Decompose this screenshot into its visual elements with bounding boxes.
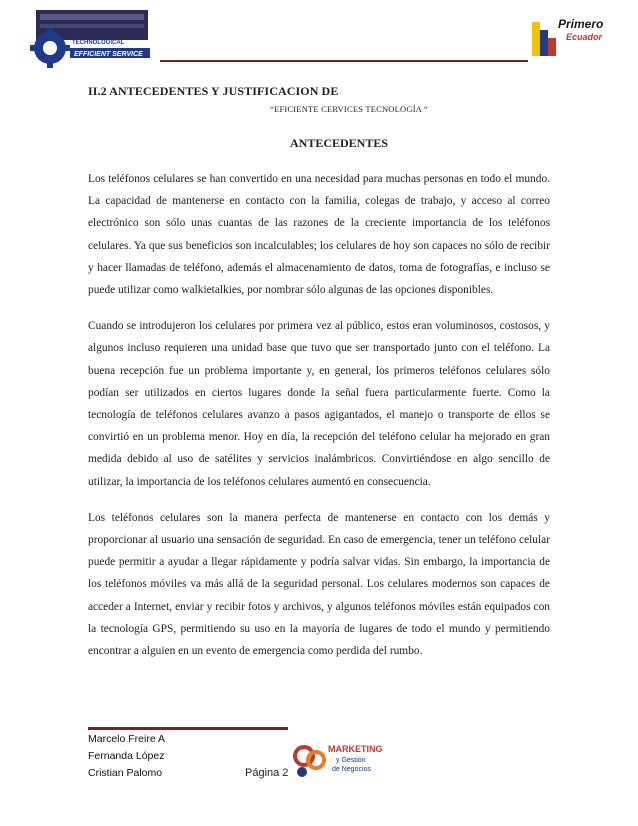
primero-ecuador-logo — [530, 12, 612, 58]
author-1: Marcelo Freire A — [88, 733, 166, 745]
technological-efficient-service-logo — [28, 8, 156, 70]
logo-right-line2: Ecuador — [566, 32, 603, 42]
paragraph-3: Los teléfonos celulares son la manera perfecta de mantenerse en contacto con los demás y proporcionar al usuario una sensación de seguridad. En caso de emergencia, tener un teléfono celular puede permitir a ayudar a llegar rápidamente y podría salvar vidas. Sin embargo, la importancia de los teléfonos móviles va más allá de la seguridad personal. Los celulares modernos son capaces de acceder a Internet, enviar y recibir fotos y archivos, y algunos teléfonos móviles están equipados con la tecnología GPS, permitiendo su uso en la mayoría de lugares de todo el mundo y permitiendo encontrar a alguien en un evento de emergencia como perdida del rumbo. — [88, 511, 550, 658]
logo-left-line2: EFFICIENT SERVICE — [74, 51, 143, 58]
page-number: Página 2 — [245, 767, 289, 779]
logo-right-line1: Primero — [558, 17, 604, 31]
footer-divider — [88, 727, 288, 730]
footer-logo-line1: MARKETING — [328, 744, 383, 754]
document-body — [88, 168, 550, 676]
paragraph-1: Los teléfonos celulares se han convertido en una necesidad para muchas personas en todo el mundo. La capacidad de mantenerse en contacto con la familia, colegas de trabajo, y acceso al correo electrónico son sólo unas cuantas de las razones de la creciente importancia de los teléfonos celulares. Ya que sus beneficios son incalculables; los celulares de hoy son capaces no sólo de recibir y hacer llamadas de teléfono, además el almacenamiento de datos, toma de fotografías, e incluso se puede utilizar como walkietalkies, por nombrar sólo algunas de las opciones disponibles. — [88, 173, 550, 297]
antecedentes-heading-text: ANTECEDENTES — [289, 136, 389, 150]
author-2: Fernanda López — [88, 750, 165, 762]
author-3: Cristian Palomo — [88, 767, 163, 779]
header-divider — [160, 60, 528, 62]
footer-logo-line3: de Negocios — [332, 766, 371, 773]
marketing-gestion-negocios-logo — [292, 738, 412, 782]
footer-logo-line2: y Gestión — [336, 757, 366, 764]
section-title: II.2 ANTECEDENTES Y JUSTIFICACION DE — [88, 84, 339, 98]
paragraph-2: Cuando se introdujeron los celulares por primera vez al público, estos eran voluminosos, costosos, y algunos incluso requieren una unidad base que tuvo que ser transportado junto con el teléfono. La buena recepción fue un problema importante y, en general, los primeros teléfonos celulares sólo podían ser utilizados en ciertos lugares donde la señal fuera particularmente fuerte. Como la tecnología de teléfonos celulares avanzo a pasos agigantados, el manejo o transporte de ellos se convirtió en un problema menor. Hoy en día, la recepción del teléfono celular ha mejorado en gran medida debido al uso de satélites y servicios inalámbricos. Convirtiéndose en algo sencillo de utilizar, la importancia de los teléfonos celulares aumentó en consecuencia. — [88, 320, 550, 488]
document-subtitle: “EFICIENTE CERVICES TECNOLOGÍA “ — [270, 104, 428, 114]
antecedentes-heading — [0, 136, 638, 151]
logo-left-line1: TECHNOLOGICAL — [72, 40, 125, 46]
